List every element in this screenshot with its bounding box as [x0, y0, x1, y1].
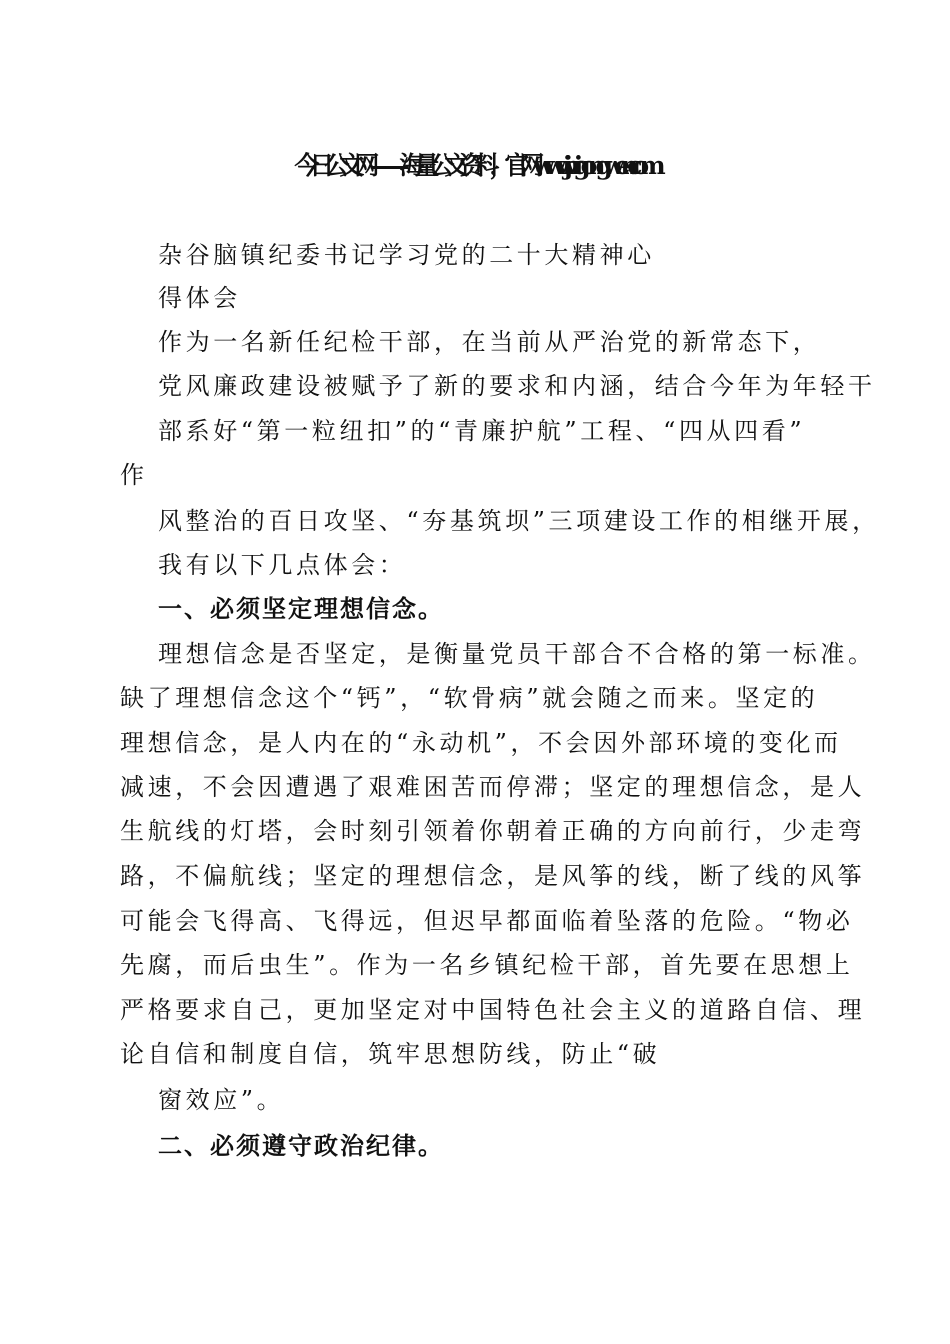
intro-line: 党风廉政建设被赋予了新的要求和内涵，结合今年为年轻干 — [158, 372, 876, 400]
intro-line: 作 — [120, 461, 148, 489]
body-line: 可能会飞得高、飞得远，但迟早都面临着坠落的危险。“物必 — [120, 907, 854, 935]
body-line: 先腐，而后虫生”。作为一名乡镇纪检干部，首先要在思想上 — [120, 951, 854, 979]
intro-line: 作为一名新任纪检干部，在当前从严治党的新常态下， — [158, 328, 821, 356]
body-line: 严格要求自己，更加坚定对中国特色社会主义的道路自信、理 — [120, 996, 866, 1024]
site-header: 今日公文网——海量公文资料，官网 www.jinrigongwen.com — [294, 151, 656, 180]
doc-title-line-1: 杂谷脑镇纪委书记学习党的二十大精神心 — [158, 241, 655, 269]
intro-line: 风整治的百日攻坚、“夯基筑坝”三项建设工作的相继开展， — [158, 507, 880, 535]
body-line: 缺了理想信念这个“钙”，“软骨病”就会随之而来。坚定的 — [120, 684, 819, 712]
doc-title-line-2: 得体会 — [158, 284, 241, 312]
body-line: 路，不偏航线；坚定的理想信念，是风筝的线，断了线的风筝 — [120, 862, 866, 890]
body-line: 理想信念是否坚定，是衡量党员干部合不合格的第一标准。 — [158, 640, 876, 668]
body-line: 生航线的灯塔，会时刻引领着你朝着正确的方向前行，少走弯 — [120, 817, 866, 845]
section-heading-1: 一、必须坚定理想信念。 — [158, 595, 444, 623]
intro-line: 我有以下几点体会： — [158, 551, 407, 579]
body-line: 论自信和制度自信，筑牢思想防线，防止“破 — [120, 1040, 661, 1068]
body-line: 减速，不会因遭遇了艰难困苦而停滞；坚定的理想信念，是人 — [120, 773, 866, 801]
intro-line: 部系好“第一粒纽扣”的“青廉护航”工程、“四从四看” — [158, 417, 806, 445]
section-heading-2: 二、必须遵守政治纪律。 — [158, 1132, 444, 1160]
body-line: 窗效应”。 — [158, 1086, 285, 1114]
body-line: 理想信念，是人内在的“永动机”，不会因外部环境的变化而 — [120, 729, 842, 757]
